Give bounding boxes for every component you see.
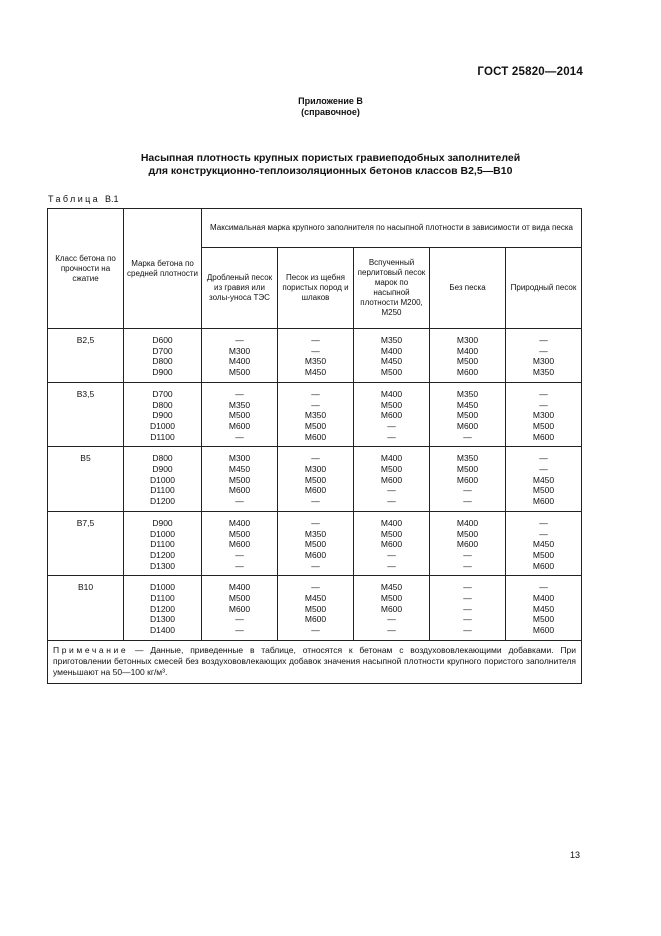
table-row	[48, 576, 582, 641]
appendix-title: Приложение В	[298, 96, 363, 106]
cell-sand-crushed: — М350 М500 М600 —	[202, 382, 278, 447]
cell-no-sand: М400 М500 М600 — —	[430, 511, 506, 576]
header-no-sand: Без песка	[430, 248, 506, 329]
data-table	[47, 208, 582, 684]
table-row	[48, 447, 582, 512]
header-concrete-class: Класс бетона по прочности на сжатие	[48, 209, 124, 329]
cell-grades: D900 D1000 D1100 D1200 D1300	[124, 511, 202, 576]
cell-class: В3,5	[48, 382, 124, 447]
cell-sand-crushed: М400 М500 М600 — —	[202, 511, 278, 576]
header-group-max-grade: Максимальная марка крупного заполнителя по насыпной плотности в зависимости от вида песка	[202, 209, 582, 248]
cell-grades: D600 D700 D800 D900	[124, 329, 202, 383]
cell-no-sand: — — — — —	[430, 576, 506, 641]
appendix-heading	[0, 96, 661, 118]
cell-sand-perlite: М400 М500 М600 — —	[354, 382, 430, 447]
cell-sand-crushed: М300 М450 М500 М600 —	[202, 447, 278, 512]
cell-sand-perlite: М400 М500 М600 — —	[354, 447, 430, 512]
header-sand-crushed: Дробленый песок из гравия или золы-уноса ТЭС	[202, 248, 278, 329]
document-title	[0, 152, 661, 178]
cell-sand-perlite: М400 М500 М600 — —	[354, 511, 430, 576]
title-line-2: для конструкционно-теплоизоляционных бетонов классов В2,5—В10	[148, 165, 513, 177]
cell-sand-crushed: — М300 М400 М500	[202, 329, 278, 383]
title-line-1: Насыпная плотность крупных пористых гравиеподобных заполнителей	[140, 152, 521, 164]
note-text: — Данные, приведенные в таблице, относятся к бетонам с воздухововлекающими добавками. При приготовлении бетонных смесей без воздухововлекающих добавок значения насыпной плотности крупного пористого заполнителя уменьшают на 50—100 кг/м³.	[53, 644, 577, 677]
cell-sand-porous: — М450 М500 М600 —	[278, 576, 354, 641]
header-natural-sand: Природный песок	[506, 248, 582, 329]
cell-sand-perlite: М450 М500 М600 — —	[354, 576, 430, 641]
cell-natural-sand: — — М450 М500 М600	[506, 447, 582, 512]
cell-sand-perlite: М350 М400 М450 М500	[354, 329, 430, 383]
cell-class: В7,5	[48, 511, 124, 576]
table-row	[48, 511, 582, 576]
cell-grades: D700 D800 D900 D1000 D1100	[124, 382, 202, 447]
table-row	[48, 329, 582, 383]
cell-no-sand: М300 М400 М500 М600	[430, 329, 506, 383]
cell-sand-porous: — — М350 М500 М600	[278, 382, 354, 447]
page-number: 13	[569, 850, 580, 860]
cell-natural-sand: — — М450 М500 М600	[506, 511, 582, 576]
header-sand-porous: Песок из щебня пористых пород и шлаков	[278, 248, 354, 329]
header-sand-perlite: Вспученный перлитовый песок марок по насыпной плотности М200, М250	[354, 248, 430, 329]
cell-class: В2,5	[48, 329, 124, 383]
cell-sand-porous: — М350 М500 М600 —	[278, 511, 354, 576]
note-label: Примечание	[53, 644, 129, 655]
table-note	[48, 640, 582, 683]
cell-no-sand: М350 М450 М500 М600 —	[430, 382, 506, 447]
cell-class: В5	[48, 447, 124, 512]
table-label-number: В.1	[105, 194, 119, 204]
cell-sand-crushed: М400 М500 М600 — —	[202, 576, 278, 641]
standard-number: ГОСТ 25820—2014	[477, 66, 583, 78]
cell-grades: D1000 D1100 D1200 D1300 D1400	[124, 576, 202, 641]
table-label-prefix: Таблица	[48, 194, 101, 204]
table-label	[48, 194, 119, 204]
cell-sand-porous: — — М350 М450	[278, 329, 354, 383]
cell-grades: D800 D900 D1000 D1100 D1200	[124, 447, 202, 512]
cell-sand-porous: — М300 М500 М600 —	[278, 447, 354, 512]
cell-no-sand: М350 М500 М600 — —	[430, 447, 506, 512]
header-concrete-grade: Марка бетона по средней плотности	[124, 209, 202, 329]
appendix-subtitle: (справочное)	[301, 107, 360, 117]
table-row	[48, 382, 582, 447]
cell-natural-sand: — — М300 М500 М600	[506, 382, 582, 447]
cell-class: В10	[48, 576, 124, 641]
cell-natural-sand: — М400 М450 М500 М600	[506, 576, 582, 641]
cell-natural-sand: — — М300 М350	[506, 329, 582, 383]
